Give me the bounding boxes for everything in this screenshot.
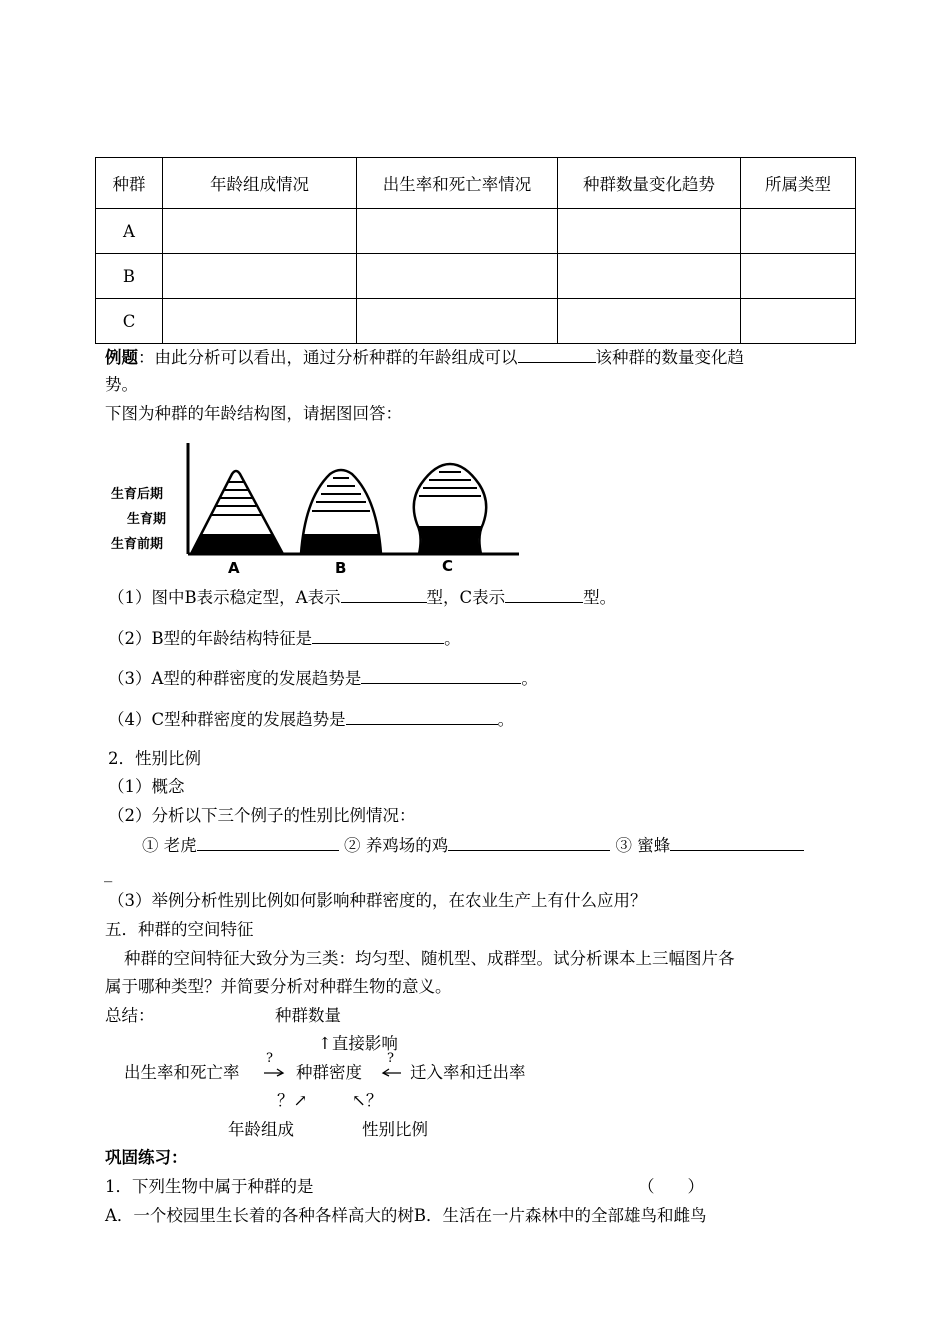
stage-label: 生育后期 — [111, 487, 164, 502]
summary-diag-left: ？↗ — [277, 1091, 308, 1110]
question-text: （3）A型的种群密度的发展趋势是 — [108, 669, 362, 688]
stage-label: 生育期 — [127, 512, 167, 527]
practice-options: A．一个校园里生长着的各种各样高大的树B．生活在一片森林中的全部雄鸟和雌鸟 — [105, 1206, 707, 1225]
table-cell — [163, 209, 357, 254]
table-cell — [558, 209, 741, 254]
pyramid-label: C — [442, 557, 454, 575]
pyramid-label: B — [335, 559, 347, 577]
summary-bottom-right: 性别比例 — [362, 1120, 428, 1139]
question-1 — [108, 586, 616, 609]
section5-paragraph-1: 种群的空间特征大致分为三类：均匀型、随机型、成群型。试分析课本上三幅图片各 — [124, 949, 735, 968]
example-label: 例题 — [105, 348, 138, 367]
table-cell — [558, 299, 741, 344]
answer-blank[interactable] — [341, 586, 427, 603]
table-cell — [163, 254, 357, 299]
pyramid-label: A — [228, 559, 240, 577]
question-text: （2）B型的年龄结构特征是 — [108, 629, 313, 648]
table-cell — [741, 299, 856, 344]
table-cell — [558, 254, 741, 299]
question-2 — [108, 627, 461, 650]
practice-title: 巩固练习： — [105, 1148, 188, 1167]
question-3 — [108, 667, 538, 690]
question-text: 型。 — [583, 588, 617, 607]
table-cell — [741, 209, 856, 254]
summary-diag-right: ↖？ — [352, 1091, 383, 1110]
example-text: 该种群的数量变化趋 — [595, 348, 744, 367]
table-header-cell: 年龄组成情况 — [163, 158, 357, 209]
question-text: 。 — [521, 669, 538, 688]
table-header-cell: 种群数量变化趋势 — [558, 158, 741, 209]
answer-blank[interactable] — [346, 708, 498, 725]
table-cell — [163, 299, 357, 344]
pyramid-b — [301, 470, 381, 554]
section5-paragraph-2: 属于哪种类型？并简要分析对种群生物的意义。 — [105, 977, 452, 996]
stage-label: 生育前期 — [111, 537, 164, 552]
question-4 — [108, 708, 514, 731]
summary-top: 种群数量 — [275, 1006, 341, 1025]
question-text: 。 — [497, 710, 515, 729]
example-text: ：由此分析可以看出，通过分析种群的年龄组成可以 — [138, 348, 518, 367]
section2-item1: （1）概念 — [108, 777, 185, 796]
table-header-cell: 种群 — [96, 158, 163, 209]
question-text: （1）图中B表示稳定型，A表示 — [108, 588, 341, 607]
age-structure-figure — [105, 438, 525, 578]
table-header-row — [96, 158, 856, 209]
table-row — [96, 209, 856, 254]
summary-direct: ↑直接影响 — [318, 1034, 398, 1053]
arrow-left-icon — [378, 1066, 404, 1078]
summary-right: 迁入率和迁出率 — [410, 1063, 526, 1082]
example-line-1 — [105, 346, 744, 369]
summary-question-mark: ? — [387, 1051, 394, 1066]
answer-blank[interactable] — [448, 834, 610, 851]
practice-question-1: 1．下列生物中属于种群的是 — [105, 1177, 314, 1196]
table-header-cell: 所属类型 — [741, 158, 856, 209]
table-row — [96, 254, 856, 299]
summary-center: 种群密度 — [296, 1063, 362, 1082]
table-cell — [357, 254, 558, 299]
table-cell: C — [96, 299, 163, 344]
question-text: 。 — [444, 629, 461, 648]
example-item: ③ 蜜蜂 — [615, 836, 671, 855]
answer-blank[interactable] — [670, 834, 804, 851]
question-text: （4）C型种群密度的发展趋势是 — [108, 710, 346, 729]
section2-item2: （2）分析以下三个例子的性别比例情况： — [108, 806, 416, 825]
example-line-2: 势。 — [105, 375, 138, 394]
table-cell — [357, 209, 558, 254]
population-table — [95, 157, 856, 344]
answer-blank[interactable] — [518, 346, 596, 363]
table-cell: B — [96, 254, 163, 299]
question-text: 型，C表示 — [426, 588, 506, 607]
table-row — [96, 299, 856, 344]
answer-blank[interactable] — [361, 667, 521, 684]
summary-bottom-left: 年龄组成 — [228, 1120, 294, 1139]
table-cell: A — [96, 209, 163, 254]
example-item: ① 老虎 — [142, 836, 197, 855]
table-cell — [357, 299, 558, 344]
section5-title: 五．种群的空间特征 — [105, 920, 254, 939]
pyramid-c — [414, 464, 486, 554]
answer-blank[interactable] — [505, 586, 583, 603]
table-header-cell: 出生率和死亡率情况 — [357, 158, 558, 209]
summary-left: 出生率和死亡率 — [124, 1063, 240, 1082]
answer-blank[interactable] — [312, 627, 444, 644]
summary-label: 总结： — [105, 1006, 155, 1025]
section2-examples — [142, 834, 804, 857]
section2-item3: （3）举例分析性别比例如何影响种群密度的，在农业生产上有什么应用？ — [108, 891, 647, 910]
summary-question-mark: ? — [266, 1051, 273, 1066]
answer-blank[interactable] — [197, 834, 339, 851]
figure-intro: 下图为种群的年龄结构图，请据图回答： — [105, 404, 402, 423]
arrow-right-icon — [262, 1066, 288, 1078]
section2-title: 2．性别比例 — [108, 749, 201, 768]
example-item: ② 养鸡场的鸡 — [344, 836, 449, 855]
wrap-underscore: _ — [104, 863, 113, 882]
pyramid-a — [191, 471, 283, 554]
table-cell — [741, 254, 856, 299]
answer-paren[interactable]: （ ） — [638, 1177, 704, 1196]
